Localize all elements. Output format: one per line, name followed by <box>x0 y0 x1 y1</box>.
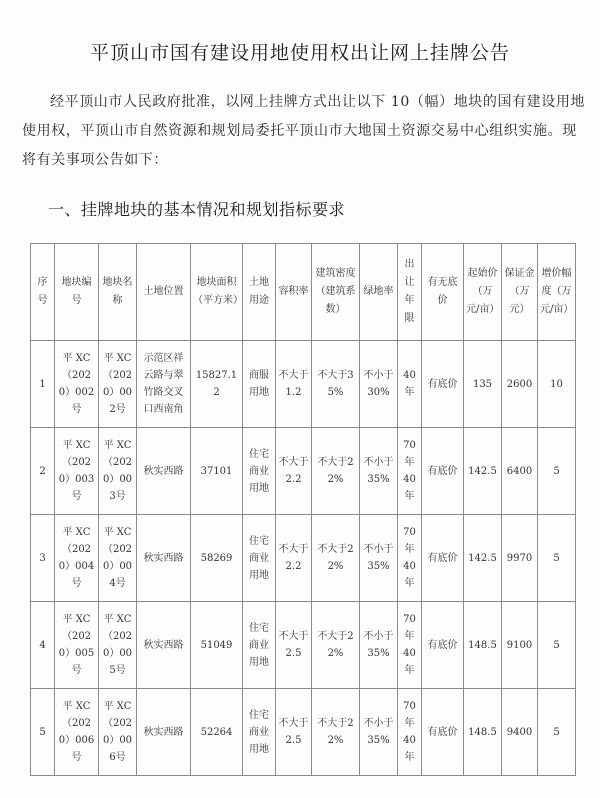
cell-density: 不大于22% <box>312 602 360 689</box>
cell-use: 住宅商业用地 <box>243 428 276 515</box>
cell-parcel-name: 平 XC（2020）003号 <box>99 428 137 515</box>
cell-area: 15827.12 <box>191 341 243 428</box>
col-header-density: 建筑密度（建筑系数） <box>312 244 360 341</box>
cell-term: 70年 40年 <box>398 689 422 776</box>
cell-use: 住宅商业用地 <box>243 515 276 602</box>
cell-start-price: 148.5 <box>464 689 502 776</box>
cell-parcel-id: 平 XC（2020）006号 <box>55 689 99 776</box>
cell-far: 不大于 2.2 <box>276 428 312 515</box>
cell-use: 住宅商业用地 <box>243 689 276 776</box>
cell-increment: 5 <box>538 689 576 776</box>
cell-index: 4 <box>31 602 55 689</box>
cell-term: 70年 40年 <box>398 428 422 515</box>
cell-far: 不大于 1.2 <box>276 341 312 428</box>
cell-location: 示范区祥云路与翠竹路交叉口西南角 <box>137 341 191 428</box>
cell-parcel-id: 平 XC（2020）003号 <box>55 428 99 515</box>
table-row <box>31 689 576 776</box>
cell-density: 不大于22% <box>312 689 360 776</box>
cell-area: 52264 <box>191 689 243 776</box>
section-heading: 一、挂牌地块的基本情况和规划指标要求 <box>48 200 346 219</box>
page-title: 平顶山市国有建设用地使用权出让网上挂牌公告 <box>89 42 510 64</box>
cell-start-price: 142.5 <box>464 428 502 515</box>
col-header-use: 土地用途 <box>243 244 276 341</box>
cell-far: 不大于 2.5 <box>276 602 312 689</box>
cell-deposit: 9400 <box>502 689 538 776</box>
cell-reserve: 有底价 <box>422 602 464 689</box>
cell-density: 不大于35% <box>312 341 360 428</box>
cell-location: 秋实西路 <box>137 515 191 602</box>
cell-reserve: 有底价 <box>422 515 464 602</box>
cell-index: 2 <box>31 428 55 515</box>
col-header-start-price: 起始价（万元/亩） <box>464 244 502 341</box>
cell-location: 秋实西路 <box>137 428 191 515</box>
cell-start-price: 142.5 <box>464 515 502 602</box>
cell-index: 3 <box>31 515 55 602</box>
cell-green: 不小于 35% <box>360 428 398 515</box>
cell-area: 37101 <box>191 428 243 515</box>
cell-location: 秋实西路 <box>137 689 191 776</box>
cell-green: 不小于 35% <box>360 689 398 776</box>
cell-green: 不小于 35% <box>360 602 398 689</box>
cell-reserve: 有底价 <box>422 428 464 515</box>
table-row <box>31 341 576 428</box>
col-header-parcel-id: 地块编号 <box>55 244 99 341</box>
table-row <box>31 602 576 689</box>
cell-reserve: 有底价 <box>422 689 464 776</box>
cell-increment: 10 <box>538 341 576 428</box>
cell-green: 不小于 35% <box>360 515 398 602</box>
col-header-green: 绿地率 <box>360 244 398 341</box>
cell-area: 58269 <box>191 515 243 602</box>
cell-area: 51049 <box>191 602 243 689</box>
intro-paragraph: 经平顶山市人民政府批准，以网上挂牌方式出让以下 10（幅）地块的国有建设用地使用权，平顶山市自然资源和规划局委托平顶山市大地国土资源交易中心组织实施。现将有关事项公告如下： <box>22 94 586 168</box>
cell-parcel-id: 平 XC（2020）002号 <box>55 341 99 428</box>
cell-increment: 5 <box>538 602 576 689</box>
cell-parcel-id: 平 XC（2020）004号 <box>55 515 99 602</box>
cell-parcel-name: 平 XC（2020）005号 <box>99 602 137 689</box>
table-header-row <box>31 244 576 341</box>
table-row <box>31 515 576 602</box>
col-header-index: 序号 <box>31 244 55 341</box>
cell-use: 住宅商业用地 <box>243 602 276 689</box>
col-header-term: 出让年限 <box>398 244 422 341</box>
col-header-area: 地块面积（平方米） <box>191 244 243 341</box>
table-row <box>31 428 576 515</box>
cell-parcel-name: 平 XC（2020）006号 <box>99 689 137 776</box>
cell-index: 5 <box>31 689 55 776</box>
cell-parcel-name: 平 XC（2020）004号 <box>99 515 137 602</box>
cell-location: 秋实西路 <box>137 602 191 689</box>
cell-green: 不小于 30% <box>360 341 398 428</box>
cell-reserve: 有底价 <box>422 341 464 428</box>
cell-increment: 5 <box>538 428 576 515</box>
col-header-far: 容积率 <box>276 244 312 341</box>
col-header-location: 土地位置 <box>137 244 191 341</box>
cell-parcel-id: 平 XC（2020）005号 <box>55 602 99 689</box>
cell-term: 70年 40年 <box>398 515 422 602</box>
col-header-deposit: 保证金（万元） <box>502 244 538 341</box>
col-header-reserve: 有无底价 <box>422 244 464 341</box>
cell-index: 1 <box>31 341 55 428</box>
cell-term: 70年 40年 <box>398 602 422 689</box>
cell-start-price: 135 <box>464 341 502 428</box>
cell-increment: 5 <box>538 515 576 602</box>
cell-density: 不大于22% <box>312 428 360 515</box>
cell-density: 不大于22% <box>312 515 360 602</box>
cell-term: 40年 <box>398 341 422 428</box>
cell-parcel-name: 平 XC（2020）002号 <box>99 341 137 428</box>
cell-use: 商服用地 <box>243 341 276 428</box>
cell-deposit: 9970 <box>502 515 538 602</box>
cell-far: 不大于 2.5 <box>276 689 312 776</box>
cell-deposit: 6400 <box>502 428 538 515</box>
cell-deposit: 2600 <box>502 341 538 428</box>
cell-deposit: 9100 <box>502 602 538 689</box>
land-parcel-table <box>30 243 576 776</box>
cell-far: 不大于 2.2 <box>276 515 312 602</box>
col-header-increment: 增价幅度（万元/亩） <box>538 244 576 341</box>
cell-start-price: 148.5 <box>464 602 502 689</box>
col-header-parcel-name: 地块名称 <box>99 244 137 341</box>
